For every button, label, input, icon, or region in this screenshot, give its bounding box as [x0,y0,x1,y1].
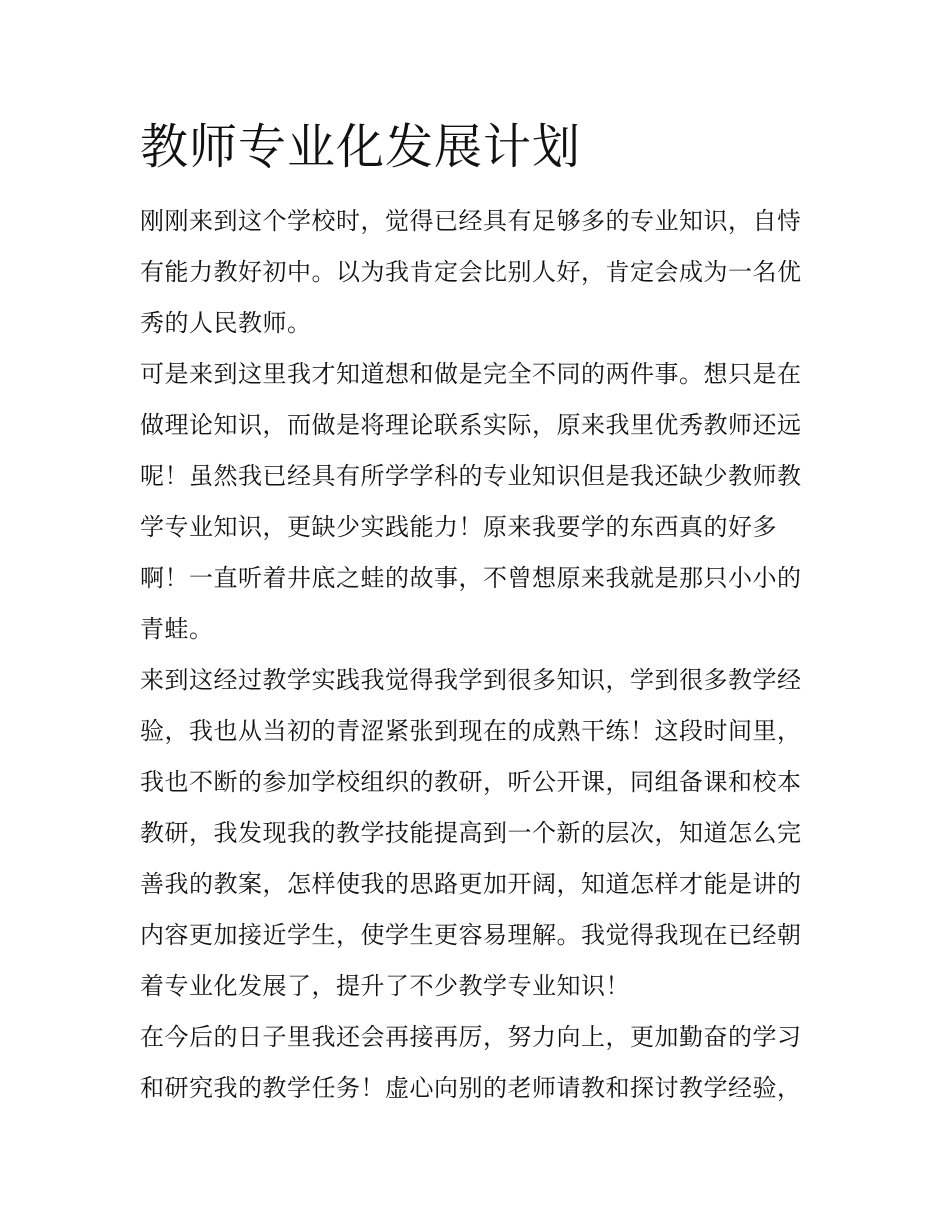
text-line: 善我的教案，怎样使我的思路更加开阔，知道怎样才能是讲的 [140,870,802,898]
paragraph-1 [140,196,812,349]
text-line: 秀的人民教师。 [140,309,312,337]
text-line: 学专业知识，更缺少实践能力！原来我要学的东西真的好多 [140,513,777,541]
text-line: 呢！虽然我已经具有所学学科的专业知识但是我还缺少教师教 [140,462,802,490]
paragraph-2 [140,349,812,655]
text-line: 在今后的日子里我还会再接再厉，努力向上，更加勤奋的学习 [140,1023,802,1051]
paragraph-4 [140,1012,812,1114]
text-line: 着专业化发展了，提升了不少教学专业知识！ [140,972,630,1000]
text-line: 做理论知识，而做是将理论联系实际，原来我里优秀教师还远 [140,411,802,439]
text-line: 有能力教好初中。以为我肯定会比别人好，肯定会成为一名优 [140,258,802,286]
text-line: 可是来到这里我才知道想和做是完全不同的两件事。想只是在 [140,360,802,388]
document-title: 教师专业化发展计划 [140,119,582,175]
text-line: 教研，我发现我的教学技能提高到一个新的层次，知道怎么完 [140,819,802,847]
text-line: 刚刚来到这个学校时，觉得已经具有足够多的专业知识，自恃 [140,207,802,235]
text-line: 和研究我的教学任务！虚心向别的老师请教和探讨教学经验， [140,1074,802,1102]
text-line: 我也不断的参加学校组织的教研，听公开课，同组备课和校本 [140,768,802,796]
text-line: 来到这经过教学实践我觉得我学到很多知识，学到很多教学经 [140,666,802,694]
document-body [140,116,812,1114]
text-line: 啊！一直听着井底之蛙的故事，不曾想原来我就是那只小小的 [140,564,802,592]
text-line: 内容更加接近学生，使学生更容易理解。我觉得我现在已经朝 [140,921,802,949]
text-line: 青蛙。 [140,615,214,643]
text-line: 验，我也从当初的青涩紧张到现在的成熟干练！这段时间里， [140,717,802,745]
paragraph-3 [140,655,812,1012]
